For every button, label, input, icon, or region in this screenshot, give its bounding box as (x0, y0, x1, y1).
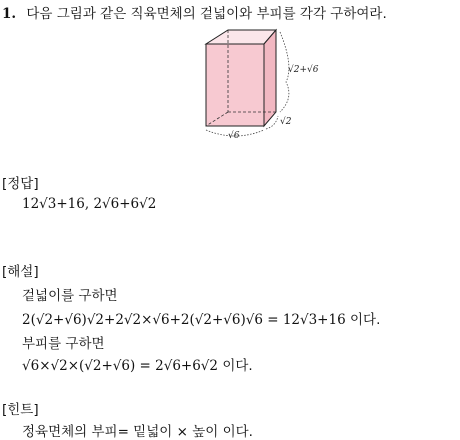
explanation-step2-suffix: 이다. (222, 358, 253, 374)
depth-label: √2 (280, 117, 292, 127)
cuboid-front-face (206, 44, 264, 126)
explanation-header: [해설] (2, 264, 39, 280)
explanation-step1-label: 겉넓이를 구하면 (22, 288, 118, 304)
width-label: √6 (228, 131, 240, 141)
problem-number: 1. (2, 6, 17, 22)
explanation-step1 (22, 308, 380, 328)
hint-header: [힌트] (2, 402, 39, 418)
explanation-step1-suffix: 이다. (349, 312, 381, 328)
cuboid-svg (198, 26, 338, 146)
explanation-step2 (22, 354, 253, 374)
cuboid-figure (198, 26, 338, 146)
explanation-step1-formula: 2(√2+√6)√2+2√2×√6+2(√2+√6)√6 = 12√3+16 (22, 312, 346, 328)
problem-statement (2, 2, 387, 22)
hint-text: 정육면체의 부피= 밑넓이 × 높이 이다. (22, 424, 253, 440)
height-label: √2+√6 (288, 65, 319, 75)
answer-value: 12√3+16, 2√6+6√2 (22, 196, 157, 212)
problem-text: 다음 그림과 같은 직육면체의 겉넓이와 부피를 각각 구하여라. (26, 6, 387, 22)
explanation-step2-formula: √6×√2×(√2+√6) = 2√6+6√2 (22, 358, 219, 374)
explanation-step2-label: 부피를 구하면 (22, 336, 105, 352)
answer-header: [정답] (2, 176, 39, 192)
